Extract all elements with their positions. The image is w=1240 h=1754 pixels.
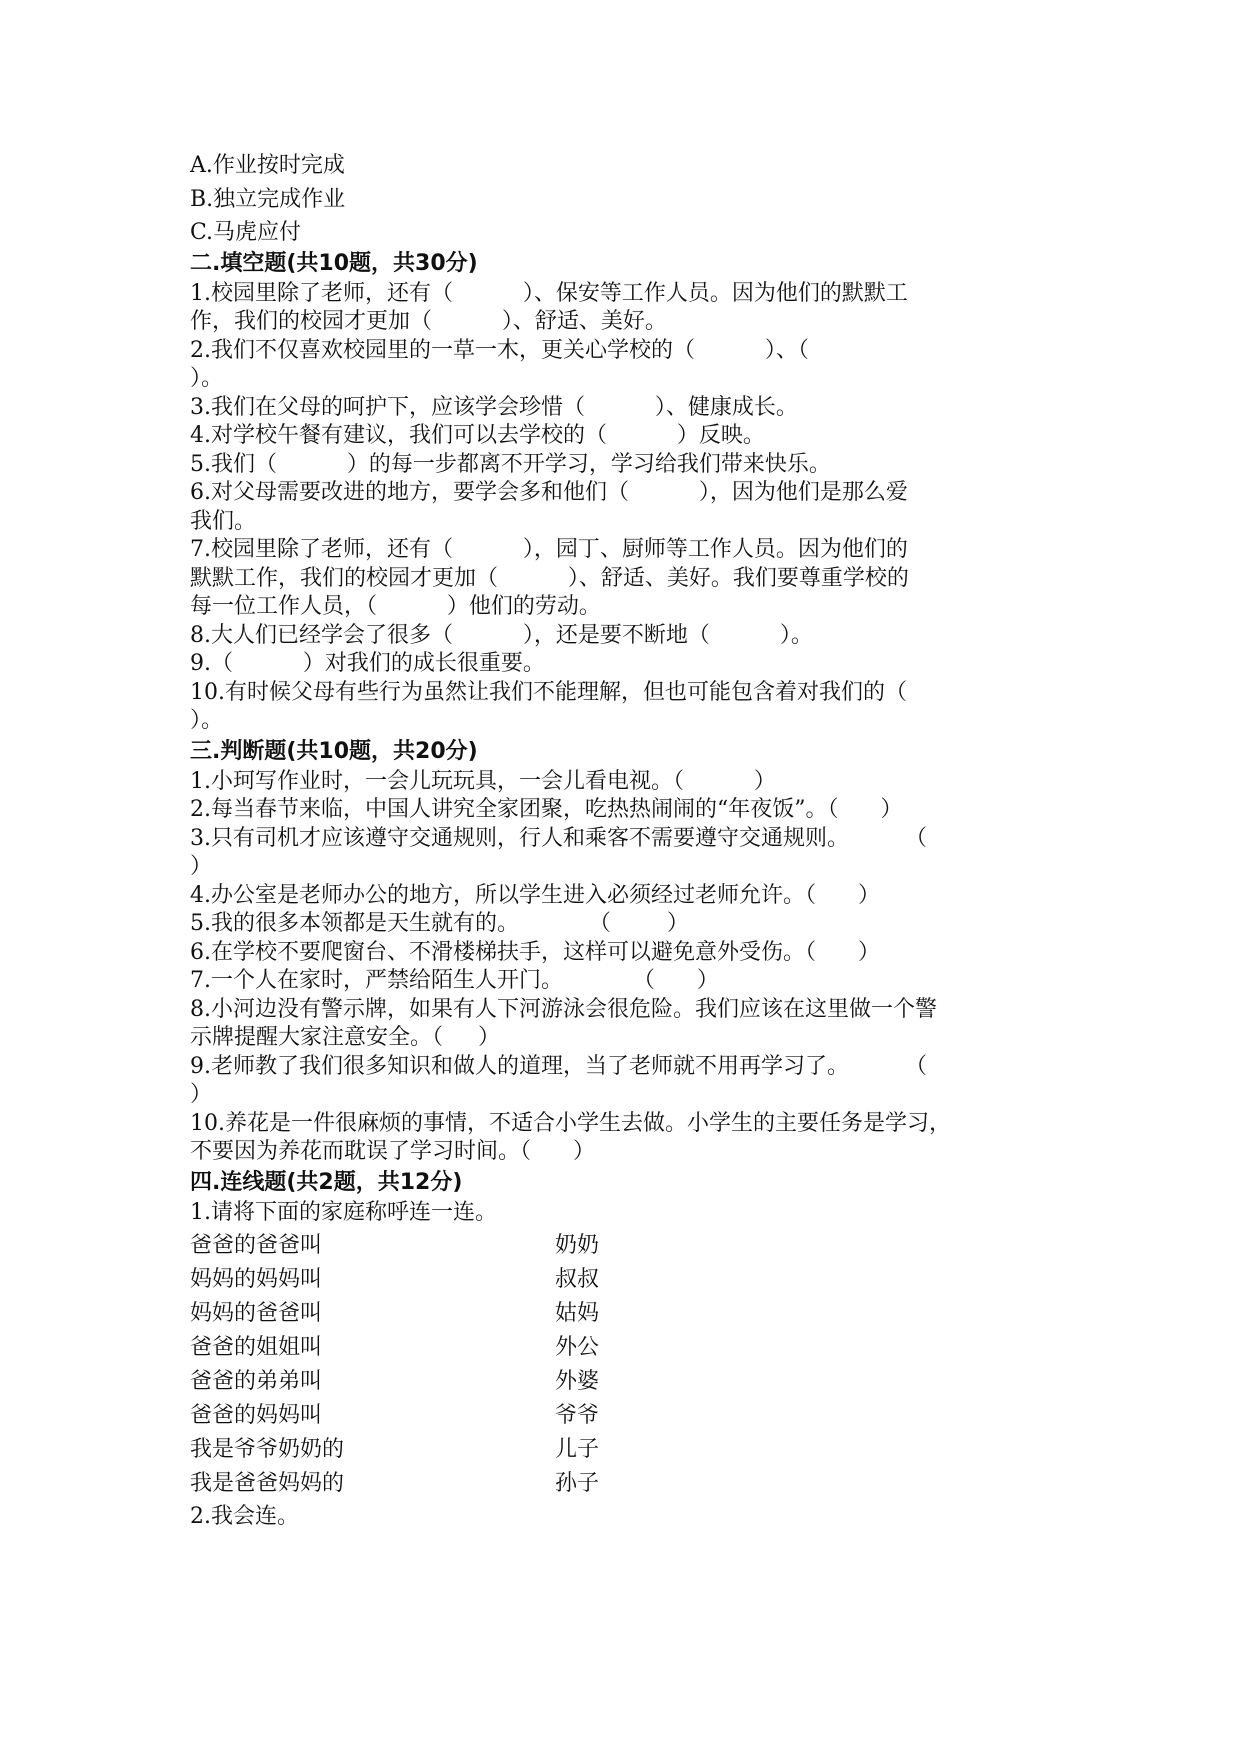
- question-line: 9.（ ）对我们的成长很重要。: [190, 651, 545, 676]
- question-line: 3.只有司机才应该遵守交通规则，行人和乘客不需要遵守交通规则。 （: [190, 825, 927, 851]
- matching-row: [190, 1263, 1060, 1297]
- matching-left: 爸爸的姐姐叫: [190, 1335, 323, 1360]
- section-heading: 二.填空题(共10题，共30分): [190, 250, 478, 276]
- question-line: ）。: [190, 366, 224, 391]
- matching-row: [190, 1297, 1060, 1331]
- section-true-false: [190, 737, 1060, 1167]
- section-heading: 三.判断题(共10题，共20分): [190, 738, 478, 764]
- question-line: 默默工作，我们的校园才更加（ ）、舒适、美好。我们要尊重学校的: [190, 565, 909, 591]
- matching-right: 外公: [555, 1335, 600, 1360]
- question-line: ）: [190, 1082, 213, 1107]
- section-matching: [190, 1168, 1060, 1532]
- question-line: 10.养花是一件很麻烦的事情，不适合小学生去做。小学生的主要任务是学习，: [190, 1110, 951, 1136]
- question-line: 2.我们不仅喜欢校园里的一草一木，更关心学校的（ ）、（: [190, 337, 809, 363]
- question-line: ）: [190, 854, 213, 879]
- matching-row: [190, 1399, 1060, 1433]
- question-line: 作，我们的校园才更加（ ）、舒适、美好。: [190, 309, 667, 334]
- matching-right: 奶奶: [555, 1233, 600, 1258]
- matching-left: 爸爸的妈妈叫: [190, 1403, 323, 1428]
- question-line: 3.我们在父母的呵护下，应该学会珍惜（ ）、健康成长。: [190, 394, 798, 420]
- matching-row: [190, 1229, 1060, 1263]
- matching-pairs: [190, 1229, 1060, 1501]
- matching-left: 爸爸的弟弟叫: [190, 1369, 323, 1394]
- matching-right: 儿子: [555, 1437, 600, 1462]
- matching-left: 妈妈的妈妈叫: [190, 1267, 323, 1292]
- section-fill-in-blank: [190, 249, 1060, 736]
- question-line: 6.对父母需要改进的地方，要学会多和他们（ ），因为他们是那么爱: [190, 480, 908, 505]
- question-line: 8.小河边没有警示牌，如果有人下河游泳会很危险。我们应该在这里做一个警: [190, 996, 937, 1022]
- question-line: 2.每当春节来临，中国人讲究全家团聚，吃热热闹闹的“年夜饭”。（ ）: [190, 797, 903, 822]
- question-line: 10.有时候父母有些行为虽然让我们不能理解，但也可能包含着对我们的（: [190, 679, 907, 705]
- question-line: 5.我们（ ）的每一步都离不开学习，学习给我们带来快乐。: [190, 451, 831, 477]
- question-line: 我们。: [190, 508, 257, 534]
- question-line: 1.校园里除了老师，还有（ ）、保安等工作人员。因为他们的默默工: [190, 280, 908, 306]
- matching-row: [190, 1467, 1060, 1501]
- worksheet-page: [190, 152, 1060, 1532]
- question-line: 不要因为养花而耽误了学习时间。（ ）: [190, 1139, 595, 1164]
- question-line: 7.一个人在家时，严禁给陌生人开门。 （ ）: [190, 968, 719, 993]
- choice-option-c: C.马虎应付: [190, 220, 302, 245]
- question-line: 6.在学校不要爬窗台、不滑楼梯扶手，这样可以避免意外受伤。（ ）: [190, 939, 880, 965]
- question-line: 8.大人们已经学会了很多（ ），还是要不断地（ ）。: [190, 622, 813, 648]
- choice-option-a: A.作业按时完成: [190, 153, 345, 178]
- question-line: 9.老师教了我们很多知识和做人的道理，当了老师就不用再学习了。 （: [190, 1053, 927, 1079]
- matching-right: 姑妈: [555, 1301, 600, 1326]
- question-line: 4.办公室是老师办公的地方，所以学生进入必须经过老师允许。（ ）: [190, 882, 880, 908]
- question-line: 每一位工作人员，（ ）他们的劳动。: [190, 594, 601, 619]
- question-line: 示牌提醒大家注意安全。（ ）: [190, 1025, 500, 1050]
- matching-right: 孙子: [555, 1471, 600, 1496]
- question-line: 1.小珂写作业时，一会儿玩玩具，一会儿看电视。（ ）: [190, 768, 776, 794]
- question-line: 2.我会连。: [190, 1504, 299, 1529]
- question-line: 5.我的很多本领都是天生就有的。 （ ）: [190, 911, 689, 936]
- section-heading: 四.连线题(共2题，共12分): [190, 1169, 463, 1195]
- matching-row: [190, 1365, 1060, 1399]
- question-line: 4.对学校午餐有建议，我们可以去学校的（ ）反映。: [190, 423, 765, 448]
- matching-row: [190, 1331, 1060, 1365]
- matching-left: 妈妈的爸爸叫: [190, 1301, 323, 1326]
- matching-left: 我是爸爸妈妈的: [190, 1471, 345, 1496]
- matching-left: 我是爷爷奶奶的: [190, 1437, 345, 1462]
- choice-option-b: B.独立完成作业: [190, 186, 346, 212]
- matching-right: 爷爷: [555, 1403, 600, 1428]
- matching-left: 爸爸的爸爸叫: [190, 1233, 323, 1258]
- question-line: 7.校园里除了老师，还有（ ），园丁、厨师等工作人员。因为他们的: [190, 537, 908, 562]
- choice-options: [190, 152, 1060, 248]
- question-line: ）。: [190, 708, 224, 733]
- matching-right: 外婆: [555, 1369, 600, 1394]
- matching-right: 叔叔: [555, 1267, 600, 1292]
- question-line: 1.请将下面的家庭称呼连一连。: [190, 1199, 497, 1225]
- matching-row: [190, 1433, 1060, 1467]
